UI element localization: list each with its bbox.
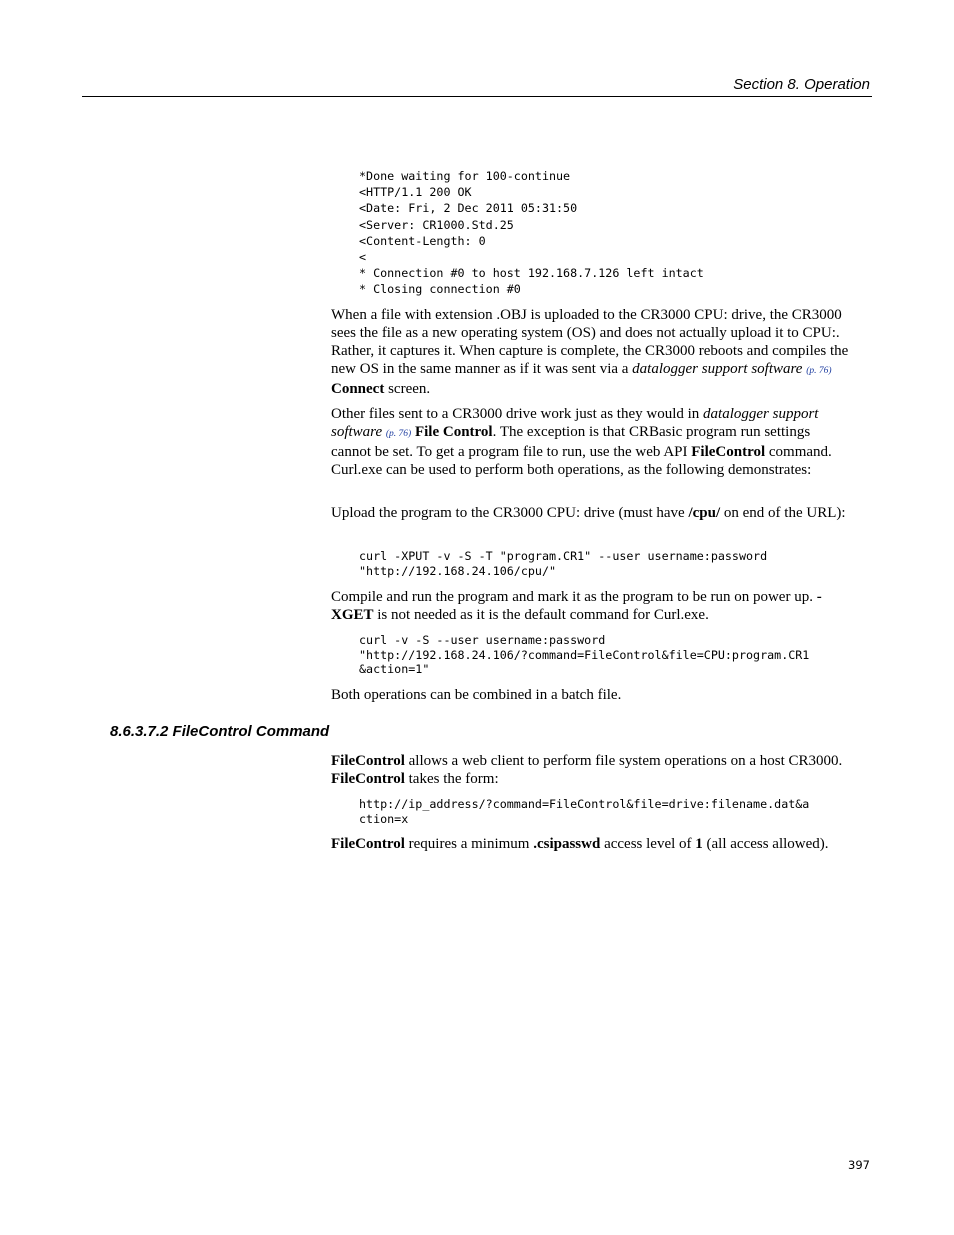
paragraph-access-level: FileControl requires a minimum .csipasswd access level of 1 (all access allowed). <box>331 836 829 852</box>
code-line: curl -v -S --user username:password <box>359 633 606 647</box>
code-line: <HTTP/1.1 200 OK <box>359 185 472 200</box>
paragraph-other-files: Other files sent to a CR3000 drive work just as they would in datalogger support software (p. 76) File Control. The exception is that CRBasic program run settings cannot be set. To get a program file to run, use the web API FileControl command. Curl.exe can be used to perform both operations, as the following demonstrates: <box>331 406 832 478</box>
paragraph-upload-program: Upload the program to the CR3000 CPU: drive (must have /cpu/ on end of the URL): <box>331 505 846 521</box>
code-block-curl-compile <box>359 633 859 677</box>
page-reference-link[interactable]: (p. 76) <box>806 366 832 376</box>
code-line: curl -XPUT -v -S -T "program.CR1" --user username:password <box>359 549 768 563</box>
page-header <box>82 76 872 97</box>
term-datalogger-support-software: datalogger support software <box>632 361 803 377</box>
code-line: http://ip_address/?command=FileControl&file=drive:filename.dat&a <box>359 797 810 811</box>
term-datalogger-support-software: datalogger support software <box>331 406 819 440</box>
page-number: 397 <box>848 1158 870 1172</box>
code-block-curl-output <box>359 168 859 298</box>
term-file-control: File Control <box>414 424 493 440</box>
code-block-curl-upload <box>359 549 859 578</box>
term-filecontrol: FileControl <box>331 771 405 787</box>
code-line: ction=x <box>359 811 409 826</box>
term-xget: -XGET <box>331 589 822 623</box>
section-heading: 8.6.3.7.2 FileControl Command <box>110 723 330 740</box>
page-reference-link[interactable]: (p. 76) <box>385 429 412 439</box>
code-line: * Connection #0 to host 192.168.7.126 left intact <box>359 266 704 281</box>
paragraph-batch-file: Both operations can be combined in a batch file. <box>331 687 622 703</box>
paragraph-filecontrol-intro: FileControl allows a web client to perform file system operations on a host CR3000. FileControl takes the form: <box>331 753 843 787</box>
code-line: "http://192.168.24.106/cpu/" <box>359 563 557 578</box>
term-filecontrol: FileControl <box>331 836 405 852</box>
term-filecontrol: FileControl <box>331 753 405 769</box>
code-line: &action=1" <box>359 662 430 676</box>
term-connect: Connect <box>331 381 385 397</box>
term-csipasswd: .csipasswd <box>533 836 601 852</box>
code-line: "http://192.168.24.106/?command=FileControl&file=CPU:program.CR1 <box>359 647 810 662</box>
term-cpu-path: /cpu/ <box>688 505 721 521</box>
code-block-filecontrol-url <box>359 797 859 826</box>
code-line: * Closing connection #0 <box>359 282 521 297</box>
code-line: *Done waiting for 100-continue <box>359 169 571 183</box>
code-line: <Content-Length: 0 <box>359 233 486 248</box>
code-line: <Date: Fri, 2 Dec 2011 05:31:50 <box>359 201 578 216</box>
code-line: < <box>359 250 367 265</box>
code-line: <Server: CR1000.Std.25 <box>359 217 514 232</box>
section-title: Section 8. Operation <box>733 76 870 93</box>
term-filecontrol: FileControl <box>691 444 766 460</box>
paragraph-compile-run: Compile and run the program and mark it as the program to be run on power up. -XGET is not needed as it is the default command for Curl.exe. <box>331 589 822 623</box>
term-access-level-value: 1 <box>695 836 703 852</box>
paragraph-obj-upload: When a file with extension .OBJ is uploaded to the CR3000 CPU: drive, the CR3000 sees the file as a new operating system (OS) and does not actually upload it to CPU:. Rather, it captures it. When capture is complete, the CR3000 reboots and compiles the new OS in the same manner as if it was sent via a datalogger support software (p. 76) Connect screen. <box>331 307 849 397</box>
